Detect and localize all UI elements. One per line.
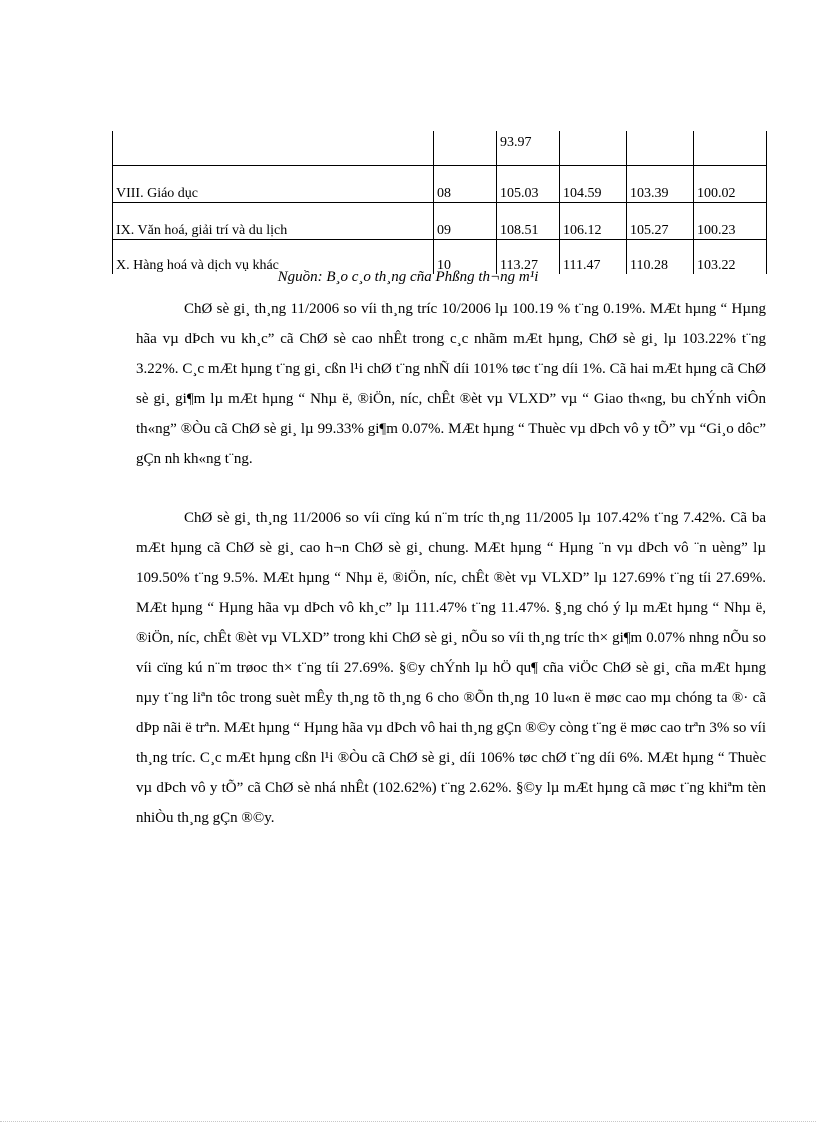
table-cell-code: 10 (434, 240, 497, 275)
table-cell-value: 100.02 (694, 166, 767, 203)
table-cell-code: 09 (434, 203, 497, 240)
table-cell-code (434, 131, 497, 166)
table-cell-value: 105.27 (627, 203, 694, 240)
price-index-table (112, 131, 767, 274)
table-cell-name: IX. Văn hoá, giải trí và du lịch (113, 203, 434, 240)
table-cell-name (113, 131, 434, 166)
page-bottom-edge (0, 1121, 816, 1122)
table-cell-value: 104.59 (560, 166, 627, 203)
table-cell-value: 103.39 (627, 166, 694, 203)
table-cell-value: 100.23 (694, 203, 767, 240)
table-row (113, 203, 767, 240)
table-cell-value (627, 131, 694, 166)
table-cell-code: 08 (434, 166, 497, 203)
table-cell-value (694, 131, 767, 166)
table-cell-value: 105.03 (497, 166, 560, 203)
table-cell-name: X. Hàng hoá và dịch vụ khác (113, 240, 434, 275)
table-source-caption: Nguồn: B¸o c¸o th¸ng cña Phßng th¬ng m¹i (277, 269, 539, 285)
table-cell-value: 111.47 (560, 240, 627, 275)
table-cell-value: 108.51 (497, 203, 560, 240)
table-cell-value (560, 131, 627, 166)
table-row (113, 166, 767, 203)
table-cell-value: 113.27 (497, 240, 560, 275)
table-cell-value: 93.97 (497, 131, 560, 166)
price-index-table-fragment (112, 131, 766, 273)
body-paragraph: ChØ sè gi¸ th¸ng 11/2006 so víi th¸ng tríc 10/2006 lµ 100.19 % t¨ng 0.19%. MÆt hµng “ Hµng hãa vµ dÞch vu kh¸c” cã ChØ sè cao nhÊt trong c¸c nhãm mÆt hµng, ChØ sè gi¸ lµ 103.22% t¨ng 3.22%. C¸c mÆt hµng t¨ng gi¸ cßn l¹i chØ t¨ng nhÑ díi 101% tøc t¨ng díi 1%. Cã hai mÆt hµng cã ChØ sè gi¸ gi¶m lµ mÆt hµng “ Nhµ ë, ®iÖn, níc, chÊt ®èt vµ VLXD” vµ “ Giao th«ng, bu chÝnh viÔn th«ng” ®Òu cã ChØ sè gi¸ lµ 99.33% gi¶m 0.07%. MÆt hµng “ Thuèc vµ dÞch vô y tÕ” vµ “Gi¸o dôc” gÇn nh kh«ng t¨ng. (136, 301, 766, 467)
body-paragraph: ChØ sè gi¸ th¸ng 11/2006 so víi cïng kú n¨m tríc th¸ng 11/2005 lµ 107.42% t¨ng 7.42%. Cã ba mÆt hµng cã ChØ sè gi¸ cao h¬n ChØ sè gi¸ chung. MÆt hµng “ Hµng ¨n vµ dÞch vô ¨n uèng” lµ 109.50% t¨ng 9.5%. MÆt hµng “ Nhµ ë, ®iÖn, níc, chÊt ®èt vµ VLXD” lµ 127.69% t¨ng tíi 27.69%. MÆt hµng “ Hµng hãa vµ dÞch vô kh¸c” lµ 111.47% t¨ng 11.47%. §¸ng chó ý lµ mÆt hµng “ Nhµ ë, ®iÖn, níc, chÊt ®èt vµ VLXD” trong khi ChØ sè gi¸ nÕu so víi th¸ng tríc th× gi¶m 0.07% nhng nÕu so víi cïng kú n¨m trøoc th× t¨ng tíi 27.69%. §©y chÝnh lµ hÖ qu¶ cña viÖc ChØ sè gi¸ cña mÆt hµng nµy t¨ng liªn tôc trong suèt mÊy th¸ng tõ th¸ng 6 cho ®Õn th¸ng 10 lu«n ë møc cao mµ chóng ta ®· cã dÞp nãi ë trªn. MÆt hµng “ Hµng hãa vµ dÞch vô hai th¸ng gÇn ®©y còng t¨ng ë møc cao trªn 3% so víi th¸ng tríc. C¸c mÆt hµng cßn l¹i ®Òu cã ChØ sè gi¸ díi 106% tøc chØ t¨ng díi 6%. MÆt hµng “ Thuèc vµ dÞch vô y tÕ” cã ChØ sè nhá nhÊt (102.62%) t¨ng 2.62%. §©y lµ mÆt hµng cã møc t¨ng khiªm tèn nhiÒu th¸ng gÇn ®©y. (136, 510, 766, 826)
table-cell-value: 103.22 (694, 240, 767, 275)
table-cell-value: 110.28 (627, 240, 694, 275)
table-cell-value: 106.12 (560, 203, 627, 240)
table-row (113, 131, 767, 166)
table-cell-name: VIII. Giáo dục (113, 166, 434, 203)
